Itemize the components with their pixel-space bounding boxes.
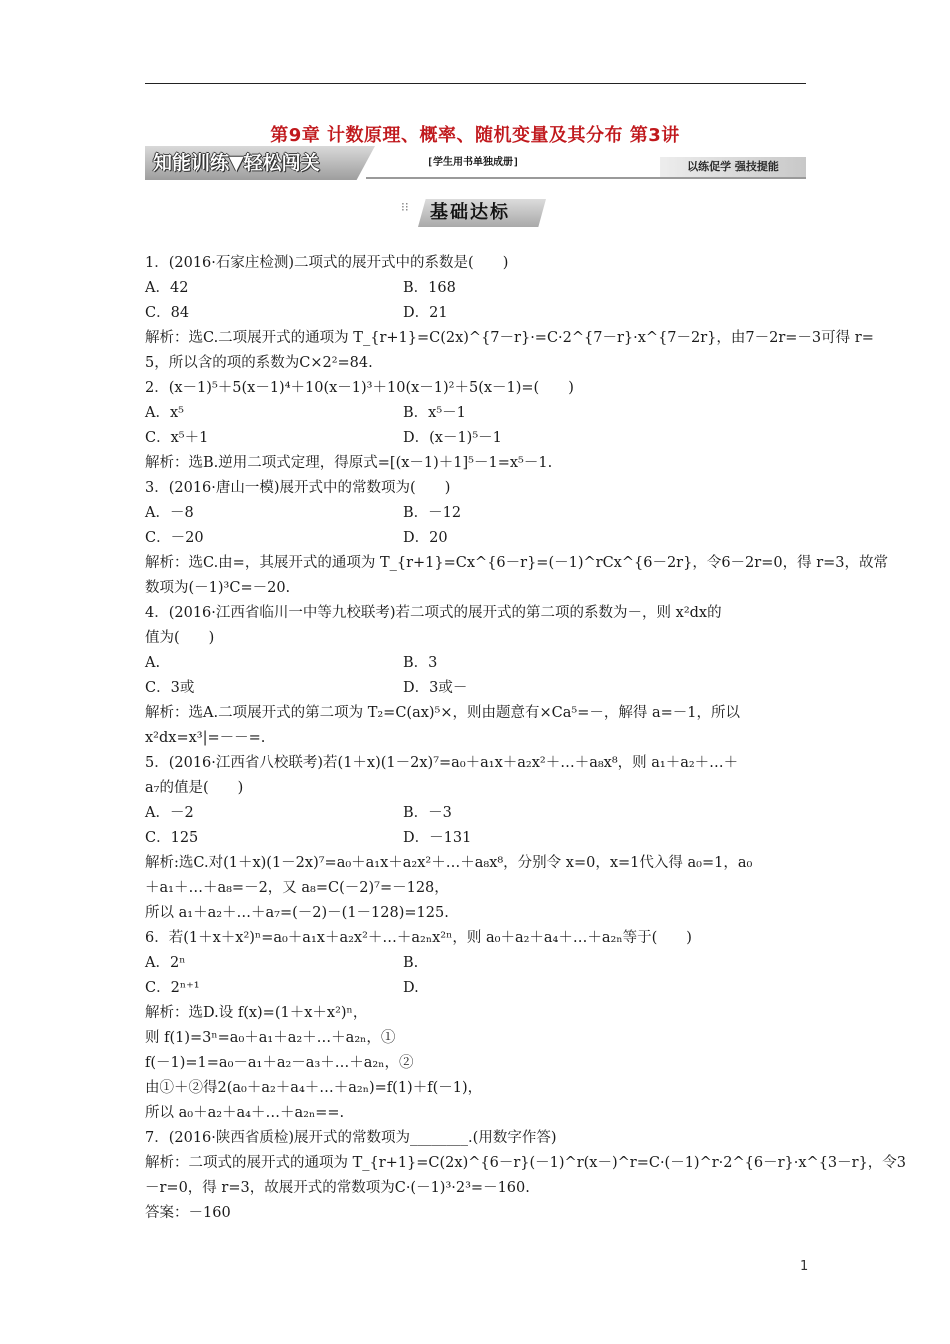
text-line: x²dx=x³|=－－=. bbox=[145, 730, 266, 746]
page-number: 1 bbox=[800, 1259, 809, 1274]
text-line: B．－12 bbox=[403, 505, 462, 521]
text-line: ＋a₁＋…＋a₈=－2，又 a₈=C(－2)⁷=－128， bbox=[145, 880, 449, 896]
text-line: 3．(2016·唐山一模)展开式中的常数项为( ) bbox=[145, 480, 451, 496]
booklet-note: [学生用书单独成册] bbox=[427, 157, 520, 168]
text-line: a₇的值是( ) bbox=[145, 780, 244, 796]
text-line: 解析：选B.逆用二项式定理，得原式=[(x－1)＋1]⁵－1=x⁵－1. bbox=[145, 455, 553, 471]
text-line: 解析：选A.二项展开式的第二项为 T₂=C(ax)⁵×，则由题意有×Ca⁵=－，解得 a=－1，所以 bbox=[145, 705, 740, 721]
text-line: 4．(2016·江西省临川一中等九校联考)若二项式的展开式的第二项的系数为－，则 x²dx的 bbox=[145, 605, 722, 621]
text-line: A．－8 bbox=[145, 505, 194, 521]
text-line: 由①＋②得2(a₀＋a₂＋a₄＋…＋a₂ₙ)=f(1)＋f(－1)， bbox=[145, 1080, 483, 1096]
text-line: B．－3 bbox=[403, 805, 452, 821]
text-line: A．42 bbox=[145, 280, 189, 296]
text-line: C．125 bbox=[145, 830, 199, 846]
text-line: 5．(2016·江西省八校联考)若(1＋x)(1－2x)⁷=a₀＋a₁x＋a₂x²＋…＋a₈x⁸，则 a₁＋a₂＋…＋ bbox=[145, 755, 739, 771]
section-mark-icon: ⁝⁝ bbox=[401, 200, 409, 214]
text-line: 值为( ) bbox=[145, 630, 215, 646]
text-line: 7．(2016·陕西省质检)展开式的常数项为________.(用数字作答) bbox=[145, 1130, 557, 1146]
text-line: B．168 bbox=[403, 280, 456, 296]
text-line: D．20 bbox=[403, 530, 448, 546]
text-line: C．2ⁿ⁺¹ bbox=[145, 980, 200, 996]
text-line: C．3或 bbox=[145, 680, 195, 696]
text-line: 2．(x－1)⁵＋5(x－1)⁴＋10(x－1)³＋10(x－1)²＋5(x－1)=( ) bbox=[145, 380, 574, 396]
text-line: D. bbox=[403, 980, 419, 996]
text-line: B．3 bbox=[403, 655, 438, 671]
text-line: D．3或－ bbox=[403, 680, 468, 696]
text-line: A. bbox=[145, 655, 161, 671]
text-line: 1．(2016·石家庄检测)二项式的展开式中的系数是( ) bbox=[145, 255, 509, 271]
banner-title: 知能训练▼轻松闯关 bbox=[153, 152, 320, 174]
text-line: 解析：选C.二项展开式的通项为 T_{r+1}=C(2x)^{7－r}·=C·2^{7－r}·x^{7－2r}，由7－2r=－3可得 r= bbox=[145, 330, 874, 346]
text-line: 解析：选D.设 f(x)=(1＋x＋x²)ⁿ， bbox=[145, 1005, 368, 1021]
text-line: 则 f(1)=3ⁿ=a₀＋a₁＋a₂＋…＋a₂ₙ，① bbox=[145, 1030, 396, 1046]
text-line: 所以 a₁＋a₂＋…＋a₇=(－2)－(1－128)=125. bbox=[145, 905, 449, 921]
text-line: 解析:选C.对(1＋x)(1－2x)⁷=a₀＋a₁x＋a₂x²＋…＋a₈x⁸，分别令 x=0，x=1代入得 a₀=1，a₀ bbox=[145, 855, 753, 871]
text-line: f(－1)=1=a₀－a₁＋a₂－a₃＋…＋a₂ₙ，② bbox=[145, 1055, 414, 1071]
text-line: C．84 bbox=[145, 305, 190, 321]
text-line: 答案：－160 bbox=[145, 1205, 231, 1221]
chapter-title: 第9章 计数原理、概率、随机变量及其分布 第3讲 bbox=[270, 125, 680, 146]
text-line: 所以 a₀＋a₂＋a₄＋…＋a₂ₙ==. bbox=[145, 1105, 345, 1121]
text-line: 数项为(－1)³C=－20. bbox=[145, 580, 291, 596]
text-line: D．－131 bbox=[403, 830, 472, 846]
text-line: 6．若(1＋x＋x²)ⁿ=a₀＋a₁x＋a₂x²＋…＋a₂ₙx²ⁿ，则 a₀＋a₂＋a₄＋…＋a₂ₙ等于( ) bbox=[145, 930, 692, 946]
text-line: D．(x－1)⁵－1 bbox=[403, 430, 502, 446]
text-line: A．2ⁿ bbox=[145, 955, 186, 971]
banner-rule bbox=[366, 177, 806, 179]
text-line: D．21 bbox=[403, 305, 448, 321]
text-line: C．x⁵＋1 bbox=[145, 430, 209, 446]
text-line: B．x⁵－1 bbox=[403, 405, 466, 421]
text-line: C．－20 bbox=[145, 530, 204, 546]
text-line: 5，所以含的项的系数为C×2²=84. bbox=[145, 355, 373, 371]
text-line: 解析：选C.由=，其展开式的通项为 T_{r+1}=Cx^{6－r}=(－1)^rCx^{6－2r}，令6－2r=0，得 r=3，故常 bbox=[145, 555, 888, 571]
text-line: －r=0，得 r=3，故展开式的常数项为C·(－1)³·2³=－160. bbox=[145, 1180, 530, 1196]
top-rule bbox=[145, 83, 806, 84]
slogan-tag: 以练促学 强技提能 bbox=[660, 157, 806, 177]
text-line: 解析：二项式的展开式的通项为 T_{r+1}=C(2x)^{6－r}(－1)^r(x－)^r=C·(－1)^r·2^{6－r}·x^{3－r}，令3 bbox=[145, 1155, 907, 1171]
section-title: 基础达标 bbox=[430, 202, 510, 223]
text-line: A．x⁵ bbox=[145, 405, 184, 421]
text-line: B. bbox=[403, 955, 419, 971]
text-line: A．－2 bbox=[145, 805, 194, 821]
